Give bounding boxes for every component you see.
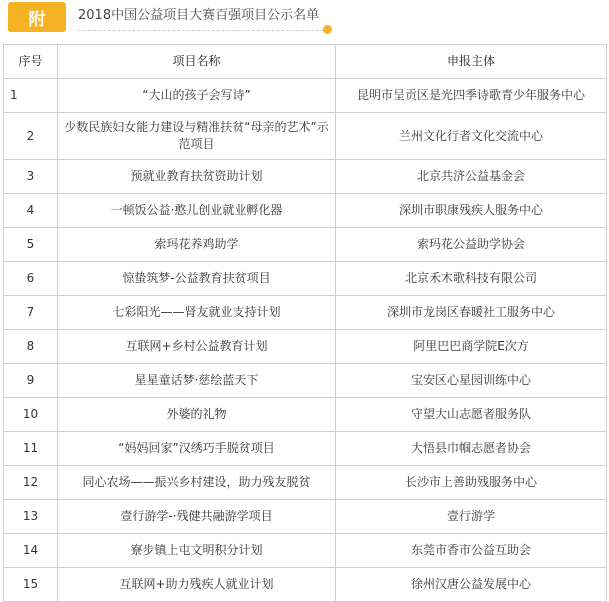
cell-project-name: “妈妈回家”汉绣巧手脱贫项目 [58, 432, 336, 466]
table-row [4, 194, 607, 228]
cell-organization: 徐州汉唐公益发展中心 [336, 568, 607, 602]
table-row [4, 534, 607, 568]
cell-organization: 昆明市呈贡区是光四季诗歌青少年服务中心 [336, 79, 607, 113]
project-list-table [3, 44, 607, 602]
cell-project-name: 七彩阳光——肾友就业支持计划 [58, 296, 336, 330]
table-row [4, 364, 607, 398]
cell-project-name: 索玛花养鸡助学 [58, 228, 336, 262]
column-header-project: 项目名称 [58, 45, 336, 79]
cell-organization: 深圳市职康残疾人服务中心 [336, 194, 607, 228]
cell-organization: 宝安区心星园训练中心 [336, 364, 607, 398]
appendix-badge: 附 [8, 2, 66, 32]
table-header-row [4, 45, 607, 79]
cell-project-name: 星星童话梦·慈绘蓝天下 [58, 364, 336, 398]
cell-organization: 长沙市上善助残服务中心 [336, 466, 607, 500]
table-row [4, 296, 607, 330]
cell-organization: 深圳市龙岗区春暖社工服务中心 [336, 296, 607, 330]
cell-number: 10 [4, 398, 58, 432]
column-header-organization: 申报主体 [336, 45, 607, 79]
table-row [4, 228, 607, 262]
table-row [4, 432, 607, 466]
cell-organization: 守望大山志愿者服务队 [336, 398, 607, 432]
cell-project-name: 一顿饭公益·憨儿创业就业孵化器 [58, 194, 336, 228]
cell-organization: 阿里巴巴商学院E次方 [336, 330, 607, 364]
cell-number: 4 [4, 194, 58, 228]
cell-organization: 北京禾木歌科技有限公司 [336, 262, 607, 296]
cell-project-name: 互联网+乡村公益教育计划 [58, 330, 336, 364]
cell-number: 7 [4, 296, 58, 330]
cell-project-name: “大山的孩子会写诗” [58, 79, 336, 113]
cell-number: 13 [4, 500, 58, 534]
cell-project-name: 同心农场——振兴乡村建设，助力残友脱贫 [58, 466, 336, 500]
table-row [4, 262, 607, 296]
table-row [4, 79, 607, 113]
cell-organization: 东莞市香市公益互助会 [336, 534, 607, 568]
page-header [0, 0, 609, 34]
cell-number: 5 [4, 228, 58, 262]
cell-organization: 壹行游学 [336, 500, 607, 534]
table-row [4, 113, 607, 160]
page-title: 2018中国公益项目大赛百强项目公示名单 [78, 8, 320, 23]
cell-organization: 大悟县巾帼志愿者协会 [336, 432, 607, 466]
table-row [4, 500, 607, 534]
cell-number: 6 [4, 262, 58, 296]
cell-project-name: 互联网+助力残疾人就业计划 [58, 568, 336, 602]
table-row [4, 160, 607, 194]
cell-number: 15 [4, 568, 58, 602]
column-header-number: 序号 [4, 45, 58, 79]
cell-organization: 兰州文化行者文化交流中心 [336, 113, 607, 160]
table-row [4, 568, 607, 602]
title-underline [78, 30, 324, 31]
cell-number: 12 [4, 466, 58, 500]
cell-project-name: 外婆的礼物 [58, 398, 336, 432]
cell-organization: 索玛花公益助学协会 [336, 228, 607, 262]
cell-number: 14 [4, 534, 58, 568]
cell-project-name: 壹行游学-·残健共融游学项目 [58, 500, 336, 534]
cell-number: 9 [4, 364, 58, 398]
cell-number: 11 [4, 432, 58, 466]
cell-organization: 北京共济公益基金会 [336, 160, 607, 194]
cell-number: 1 [4, 79, 58, 113]
table-row [4, 466, 607, 500]
cell-project-name: 寮步镇上屯文明积分计划 [58, 534, 336, 568]
table-row [4, 330, 607, 364]
title-dot-icon [323, 25, 332, 34]
cell-project-name: 预就业教育扶贫资助计划 [58, 160, 336, 194]
table-row [4, 398, 607, 432]
cell-number: 8 [4, 330, 58, 364]
cell-number: 2 [4, 113, 58, 160]
cell-project-name: 惊蛰筑梦-公益教育扶贫项目 [58, 262, 336, 296]
cell-project-name: 少数民族妇女能力建设与精准扶贫“母亲的艺术”示范项目 [58, 113, 336, 160]
cell-number: 3 [4, 160, 58, 194]
